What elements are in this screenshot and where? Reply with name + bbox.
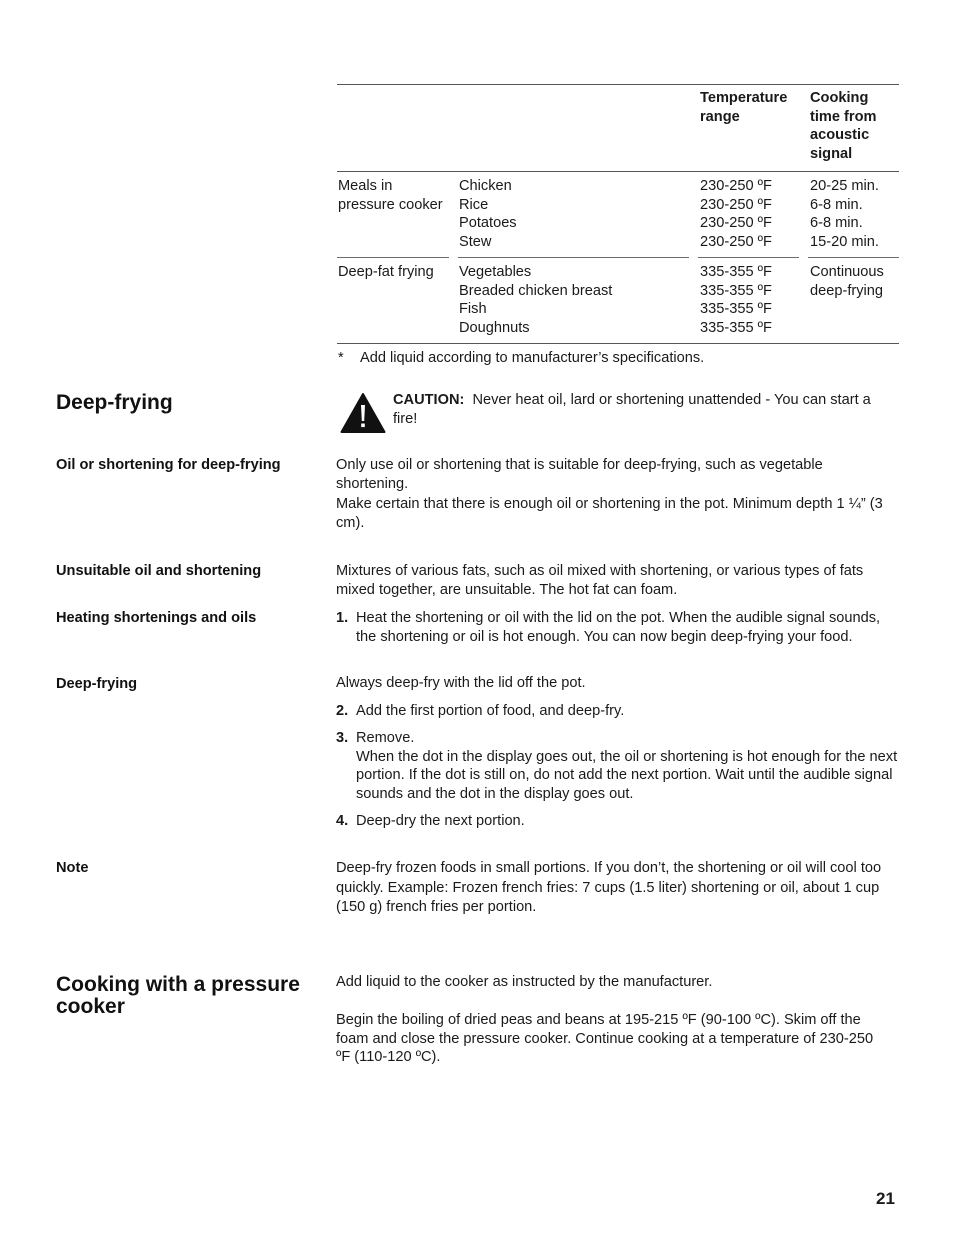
section-title-pressure-cooker: Cooking with a pressure cooker <box>56 973 300 1018</box>
step-text: When the dot in the display goes out, the oil or shortening is hot enough for the next portion. If the dot is still on, do not add the next portion. Wait until the audible signal sounds and the dot in the display goes out. <box>356 748 898 802</box>
row-category: Meals in pressure cooker <box>338 178 443 213</box>
page-number: 21 <box>876 1189 895 1208</box>
caution-text: CAUTION: Never heat oil, lard or shortening unattended - You can start a fire! <box>393 392 871 427</box>
step-1 <box>336 609 898 646</box>
row-rule <box>337 257 449 258</box>
oil-paragraph-2: Make certain that there is enough oil or shortening in the pot. Minimum depth 1 ¼” (3 cm). <box>336 496 883 531</box>
step-4 <box>336 812 898 831</box>
row-category: Deep-fat frying <box>338 264 434 280</box>
footnote: Add liquid according to manufacturer’s specifications. <box>360 350 705 366</box>
row-rule <box>458 257 689 258</box>
footnote-mark: * <box>338 350 344 366</box>
row-rule <box>698 257 799 258</box>
row-temps: 335-355 ºF 335-355 ºF 335-355 ºF 335-355 ºF <box>700 264 772 336</box>
heading-note: Note <box>56 860 89 876</box>
unsuitable-paragraph: Mixtures of various fats, such as oil mixed with shortening, or various types of fats mixed together, are unsuitable. The hot fat can foam. <box>336 563 864 598</box>
row-rule <box>808 257 899 258</box>
section-title-deep-frying: Deep-frying <box>56 391 173 414</box>
oil-paragraph-1: Only use oil or shortening that is suitable for deep-frying, such as vegetable shortening. <box>336 457 823 492</box>
heading-oil-shortening: Oil or shortening for deep-frying <box>56 457 281 473</box>
header-rule <box>337 171 899 172</box>
step-text-first: Remove. <box>356 730 415 746</box>
heading-heating: Heating shortenings and oils <box>56 610 257 626</box>
row-foods: Vegetables Breaded chicken breast Fish Doughnuts <box>459 264 613 336</box>
frying-intro: Always deep-fry with the lid off the pot. <box>336 675 586 691</box>
heading-deep-frying: Deep-frying <box>56 676 138 692</box>
caution-label: CAUTION: <box>393 392 465 408</box>
row-temps: 230-250 ºF 230-250 ºF 230-250 ºF 230-250 ºF <box>700 178 772 250</box>
row-foods: Chicken Rice Potatoes Stew <box>459 178 517 250</box>
header-temperature: Temperature range <box>700 90 788 125</box>
step-number: 1. <box>336 610 349 626</box>
step-number: 4. <box>336 813 349 829</box>
table-top-rule <box>337 84 899 85</box>
note-paragraph: Deep-fry frozen foods in small portions. If you don’t, the shortening or oil will cool too quickly. Example: Frozen french fries: 7 cups (1.5 liter) shortening or oil, about 1 cup (150 g) french fries per portion. <box>336 860 882 915</box>
step-3 <box>336 729 898 803</box>
step-text: Deep-dry the next portion. <box>356 813 525 829</box>
warning-triangle-icon <box>340 392 386 434</box>
pressure-paragraph-1: Add liquid to the cooker as instructed by the manufacturer. <box>336 974 713 990</box>
step-text: Add the first portion of food, and deep-fry. <box>356 703 625 719</box>
pressure-paragraph-2: Begin the boiling of dried peas and beans at 195-215 ºF (90-100 ºC). Skim off the foam and close the pressure cooker. Continue cooking at a temperature of 230-250 ºF (110-120 ºC). <box>336 1012 874 1066</box>
step-number: 2. <box>336 703 349 719</box>
step-text: Heat the shortening or oil with the lid on the pot. When the audible signal sounds, the shortening or oil is hot enough. You can now begin deep-frying your food. <box>356 610 881 645</box>
heading-unsuitable-oil: Unsuitable oil and shortening <box>56 563 262 579</box>
row-times: Continuous deep-frying <box>810 264 884 299</box>
step-number: 3. <box>336 730 349 746</box>
step-2 <box>336 702 898 721</box>
row-times: 20-25 min. 6-8 min. 6-8 min. 15-20 min. <box>810 178 879 250</box>
table-bottom-rule <box>337 343 899 344</box>
header-cooking-time: Cooking time from acoustic signal <box>810 90 877 162</box>
